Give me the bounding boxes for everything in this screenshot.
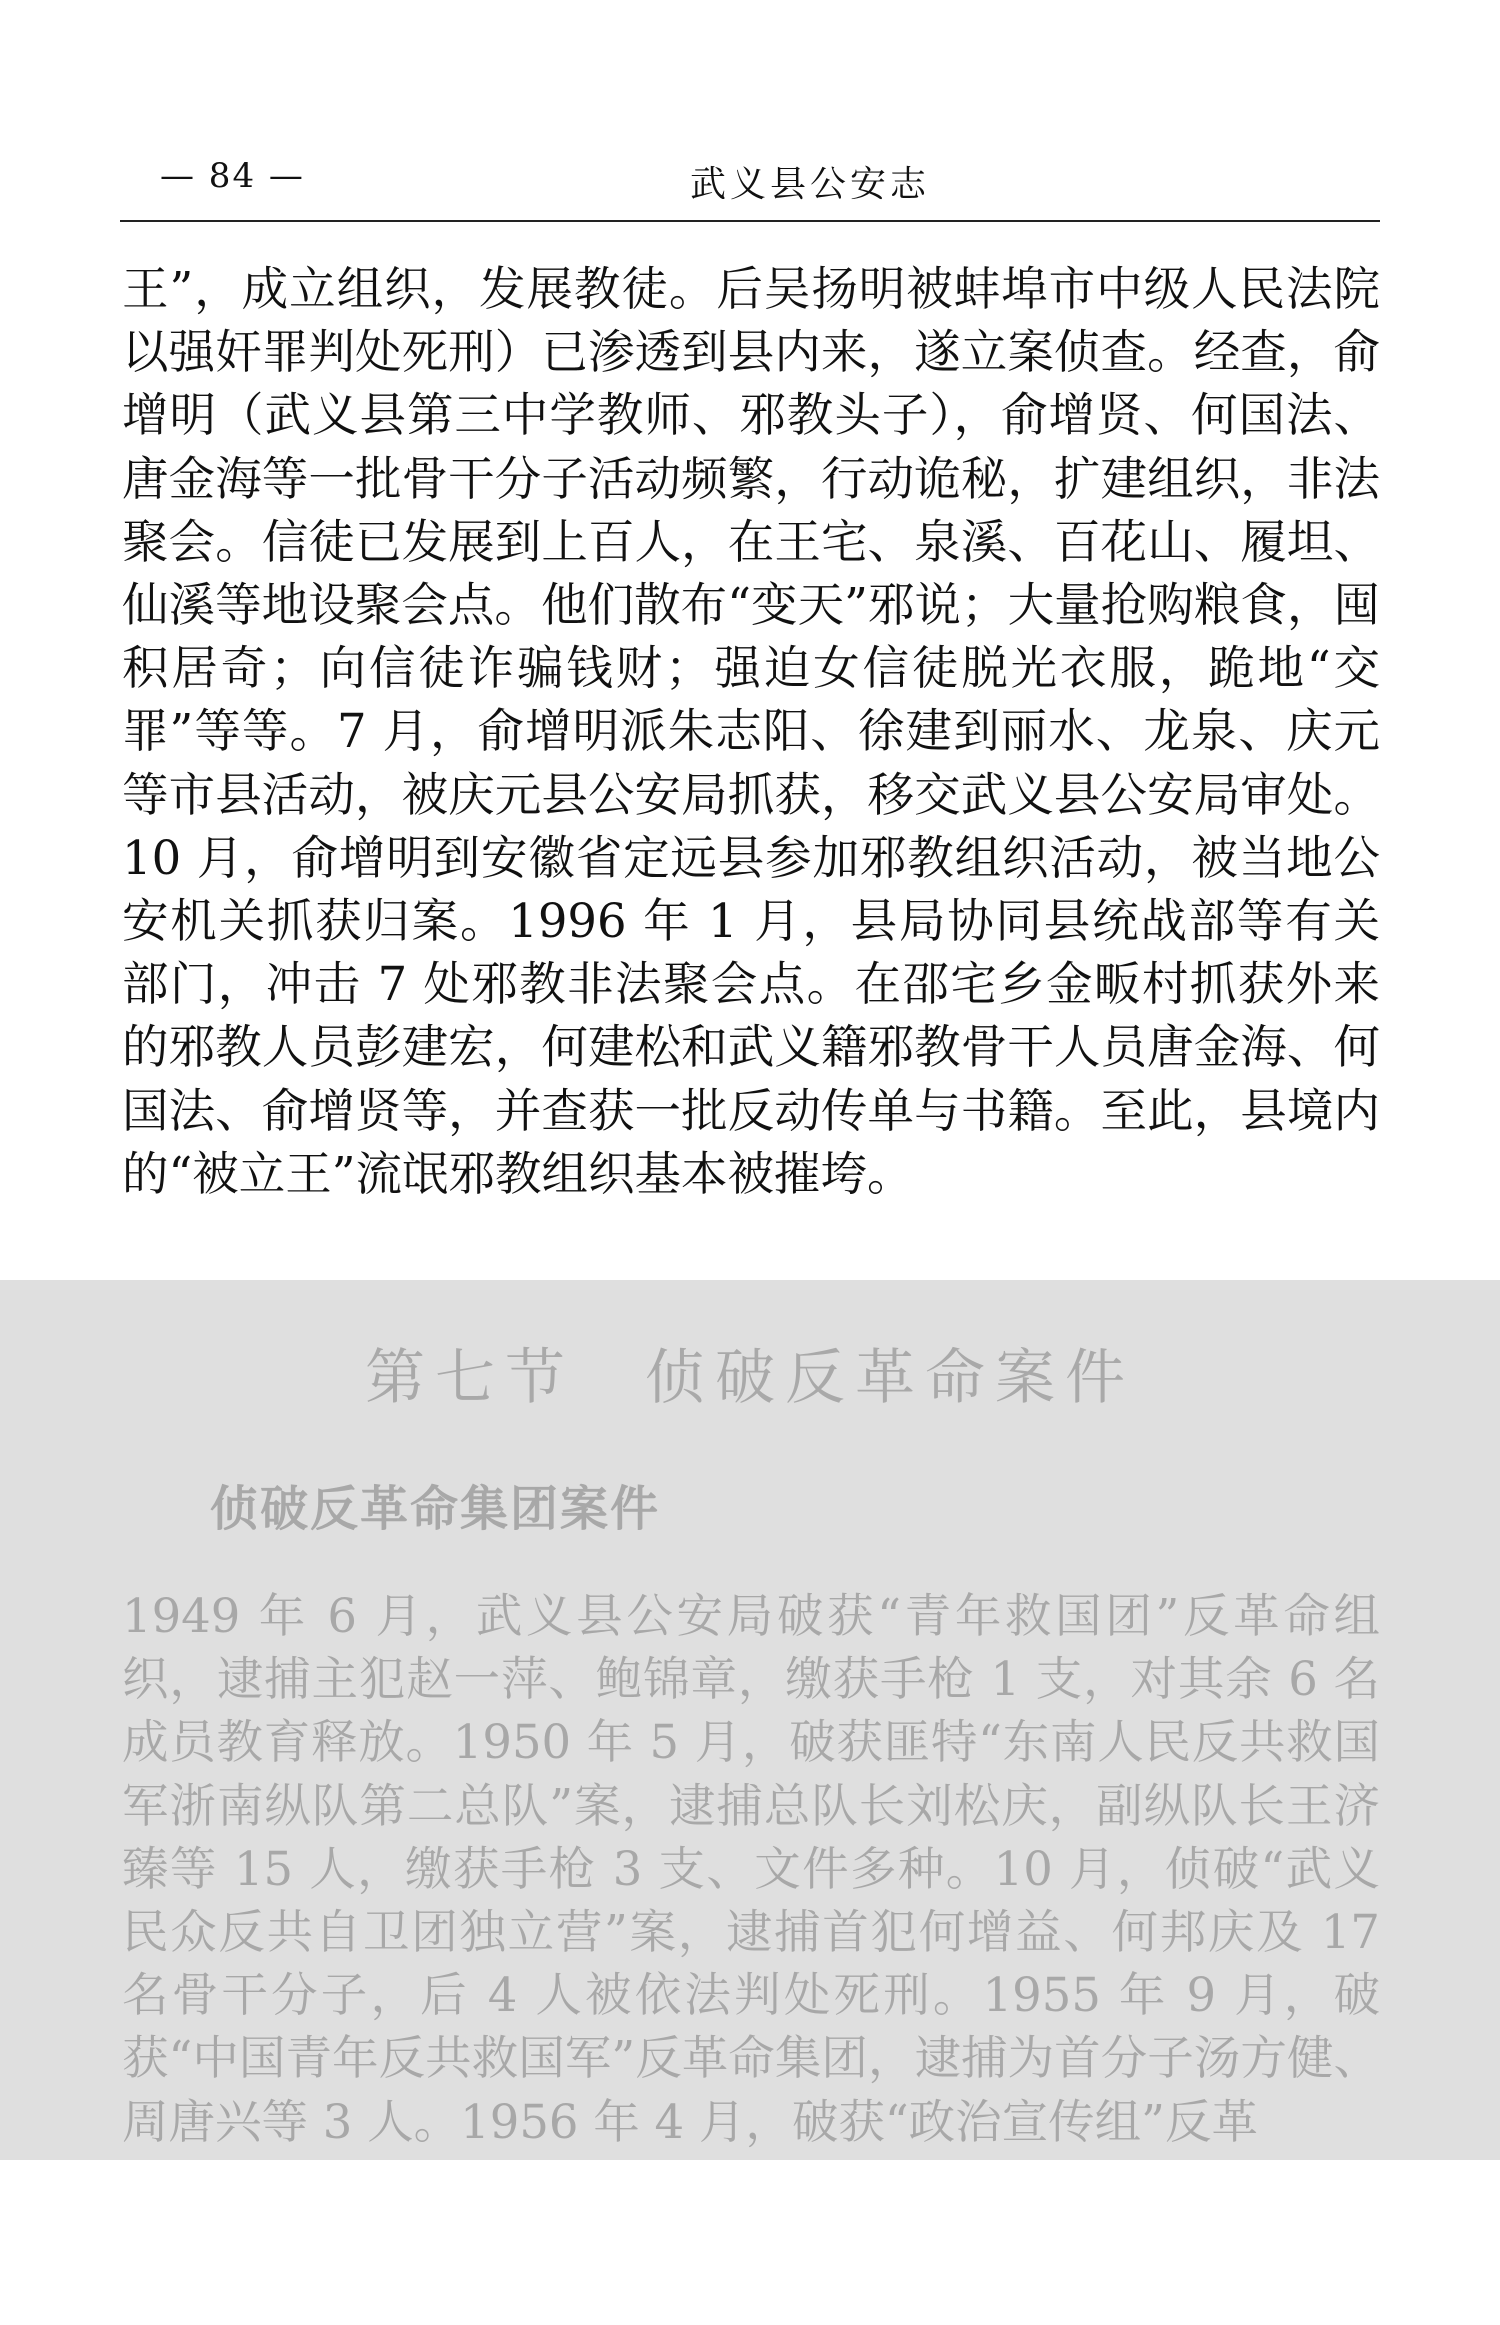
body-paragraph: 王”，成立组织，发展教徒。后吴扬明被蚌埠市中级人民法院以强奸罪判处死刑）已渗透到县内来，遂立案侦查。经查，俞增明（武义县第三中学教师、邪教头子），俞增贤、何国法、唐金海等一批骨干分子活动频繁，行动诡秘，扩建组织，非法聚会。信徒已发展到上百人，在王宅、泉溪、百花山、履坦、仙溪等地设聚会点。他们散布“变天”邪说；大量抢购粮食，囤积居奇；向信徒诈骗钱财；强迫女信徒脱光衣服，跪地“交罪”等等。7 月，俞增明派朱志阳、徐建到丽水、龙泉、庆元等市县活动，被庆元县公安局抓获，移交武义县公安局审处。10 月，俞增明到安徽省定远县参加邪教组织活动，被当地公安机关抓获归案。1996 年 1 月，县局协同县统战部等有关部门，冲击 7 处邪教非法聚会点。在邵宅乡金畈村抓获外来的邪教人员彭建宏，何建松和武义籍邪教骨干人员唐金海、何国法、俞增贤等，并查获一批反动传单与书籍。至此，县境内的“被立王”流氓邪教组织基本被摧垮。 [122,262,1380,1201]
page-number: — 84 — [160,156,305,196]
page-header [120,150,1380,222]
subsection-title: 侦破反革命集团案件 [210,1481,661,1537]
section-panel [0,1280,1500,2160]
section-paragraph: 1949 年 6 月，武义县公安局破获“青年救国团”反革命组织，逮捕主犯赵一萍、鲍锦章，缴获手枪 1 支，对其余 6 名成员教育释放。1950 年 5 月，破获匪特“东南人民反共救国军浙南纵队第二总队”案，逮捕总队长刘松庆，副纵队长王济臻等 15 人，缴获手枪 3 支、文件多种。10 月，侦破“武义民众反共自卫团独立营”案，逮捕首犯何增益、何邦庆及 17 名骨干分子，后 4 人被依法判处死刑。1955 年 9 月，破获“中国青年反共救国军”反革命集团，逮捕为首分子汤方健、周唐兴等 3 人。1956 年 4 月，破获“政治宣传组”反革 [122,1589,1380,2149]
section-title: 第七节 侦破反革命案件 [365,1343,1135,1413]
book-title: 武义县公安志 [689,164,930,205]
